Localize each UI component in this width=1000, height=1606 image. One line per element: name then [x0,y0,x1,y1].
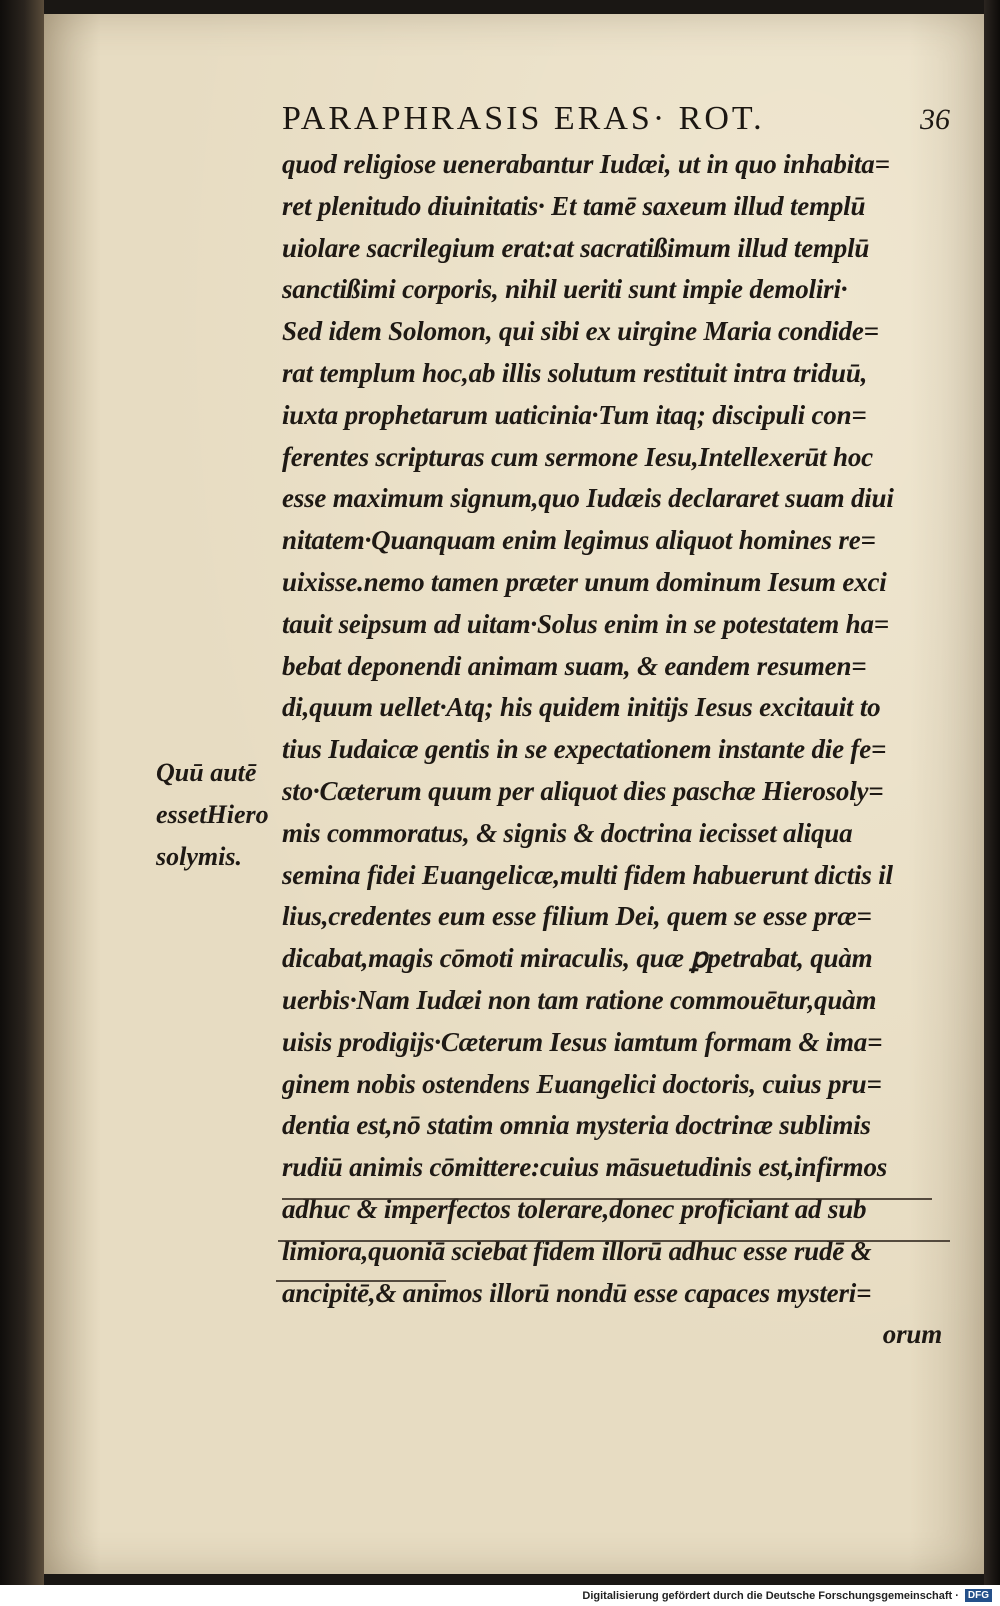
text-line: tius Iudaicæ gentis in se expectationem instante die fe= [282,734,887,765]
margin-note-line: solymis. [156,841,242,871]
text-line: ginem nobis ostendens Euangelici doctoris, cuius pru= [282,1068,882,1099]
text-line: esse maximum signum,quo Iudæis declararet suam diui [282,483,894,514]
text-line: di,quum uellet·Atq; his quidem initijs Iesus excitauit to [282,692,881,723]
text-line: sto·Cæterum quum per aliquot dies paschæ Hierosoly= [282,775,884,806]
text-line: ancipitē,& animos illorū nondū esse capaces mysteri= [282,1277,872,1308]
text-line: uerbis·Nam Iudæi non tam ratione commouētur,quàm [282,984,877,1015]
text-line: lius,credentes eum esse filium Dei, quem se esse præ= [282,901,872,932]
text-line: ferentes scripturas cum sermone Iesu,Intellexerūt hoc [282,441,873,472]
margin-note-line: essetHiero [156,799,269,829]
text-line: iuxta prophetarum uaticinia·Tum itaq; discipuli con= [282,399,867,430]
page-number: 36 [920,103,950,136]
text-line: uiolare sacrilegium erat:at sacratißimum illud templū [282,232,870,263]
text-line: bebat deponendi animam suam, & eandem resumen= [282,650,867,681]
text-line: uisis prodigijs·Cæterum Iesus iamtum formam & ima= [282,1026,883,1057]
text-line: ret plenitudo diuinitatis· Et tamē saxeum illud templū [282,190,866,221]
text-line: tauit seipsum ad uitam·Solus enim in se potestatem ha= [282,608,889,639]
margin-note-line: Quū autē [156,758,257,787]
text-line: dentia est,nō statim omnia mysteria doctrinæ sublimis [282,1110,871,1141]
text-line: dicabat,magis cōmoti miraculis, quæ ꝑpetrabat, quàm [282,943,873,974]
digitization-footer [0,1585,1000,1606]
dfg-logo: DFG [965,1589,992,1602]
text-line: rudiū animis cōmittere:cuius māsuetudinis est,infirmos [282,1152,888,1183]
text-line: mis commoratus, & signis & doctrina iecisset aliqua [282,817,853,848]
binding-spine [0,0,44,1585]
page-edge [984,0,1000,1585]
footer-credit: Digitalisierung gefördert durch die Deutsche Forschungsgemeinschaft · [582,1589,959,1602]
text-line: adhuc & imperfectos tolerare,donec proficiant ad sub [282,1193,867,1224]
text-line: orum [882,1319,942,1350]
main-text-block [282,144,962,1356]
text-line: limiora,quoniā sciebat fidem illorū adhuc esse rudē & [282,1235,872,1266]
text-line: quod religiose uenerabantur Iudæi, ut in quo inhabita= [282,149,890,179]
text-line: sanctißimi corporis, nihil ueriti sunt impie demoliri· [282,274,848,305]
running-title: PARAPHRASIS ERAS· ROT. [282,100,765,137]
handwritten-underline [278,1240,950,1242]
text-line: rat templum hoc,ab illis solutum restituit intra triduū, [282,357,868,388]
handwritten-underline [276,1280,446,1282]
text-line: nitatem·Quanquam enim legimus aliquot homines re= [282,525,876,556]
marginal-note [156,752,280,877]
running-head [282,100,962,144]
handwritten-underline [282,1198,932,1200]
text-line: semina fidei Euangelicæ,multi fidem habuerunt dictis il [282,859,893,890]
text-line: uixisse.nemo tamen præter unum dominum Iesum exci [282,566,887,597]
text-line: Sed idem Solomon, qui sibi ex uirgine Maria condide= [282,316,879,347]
